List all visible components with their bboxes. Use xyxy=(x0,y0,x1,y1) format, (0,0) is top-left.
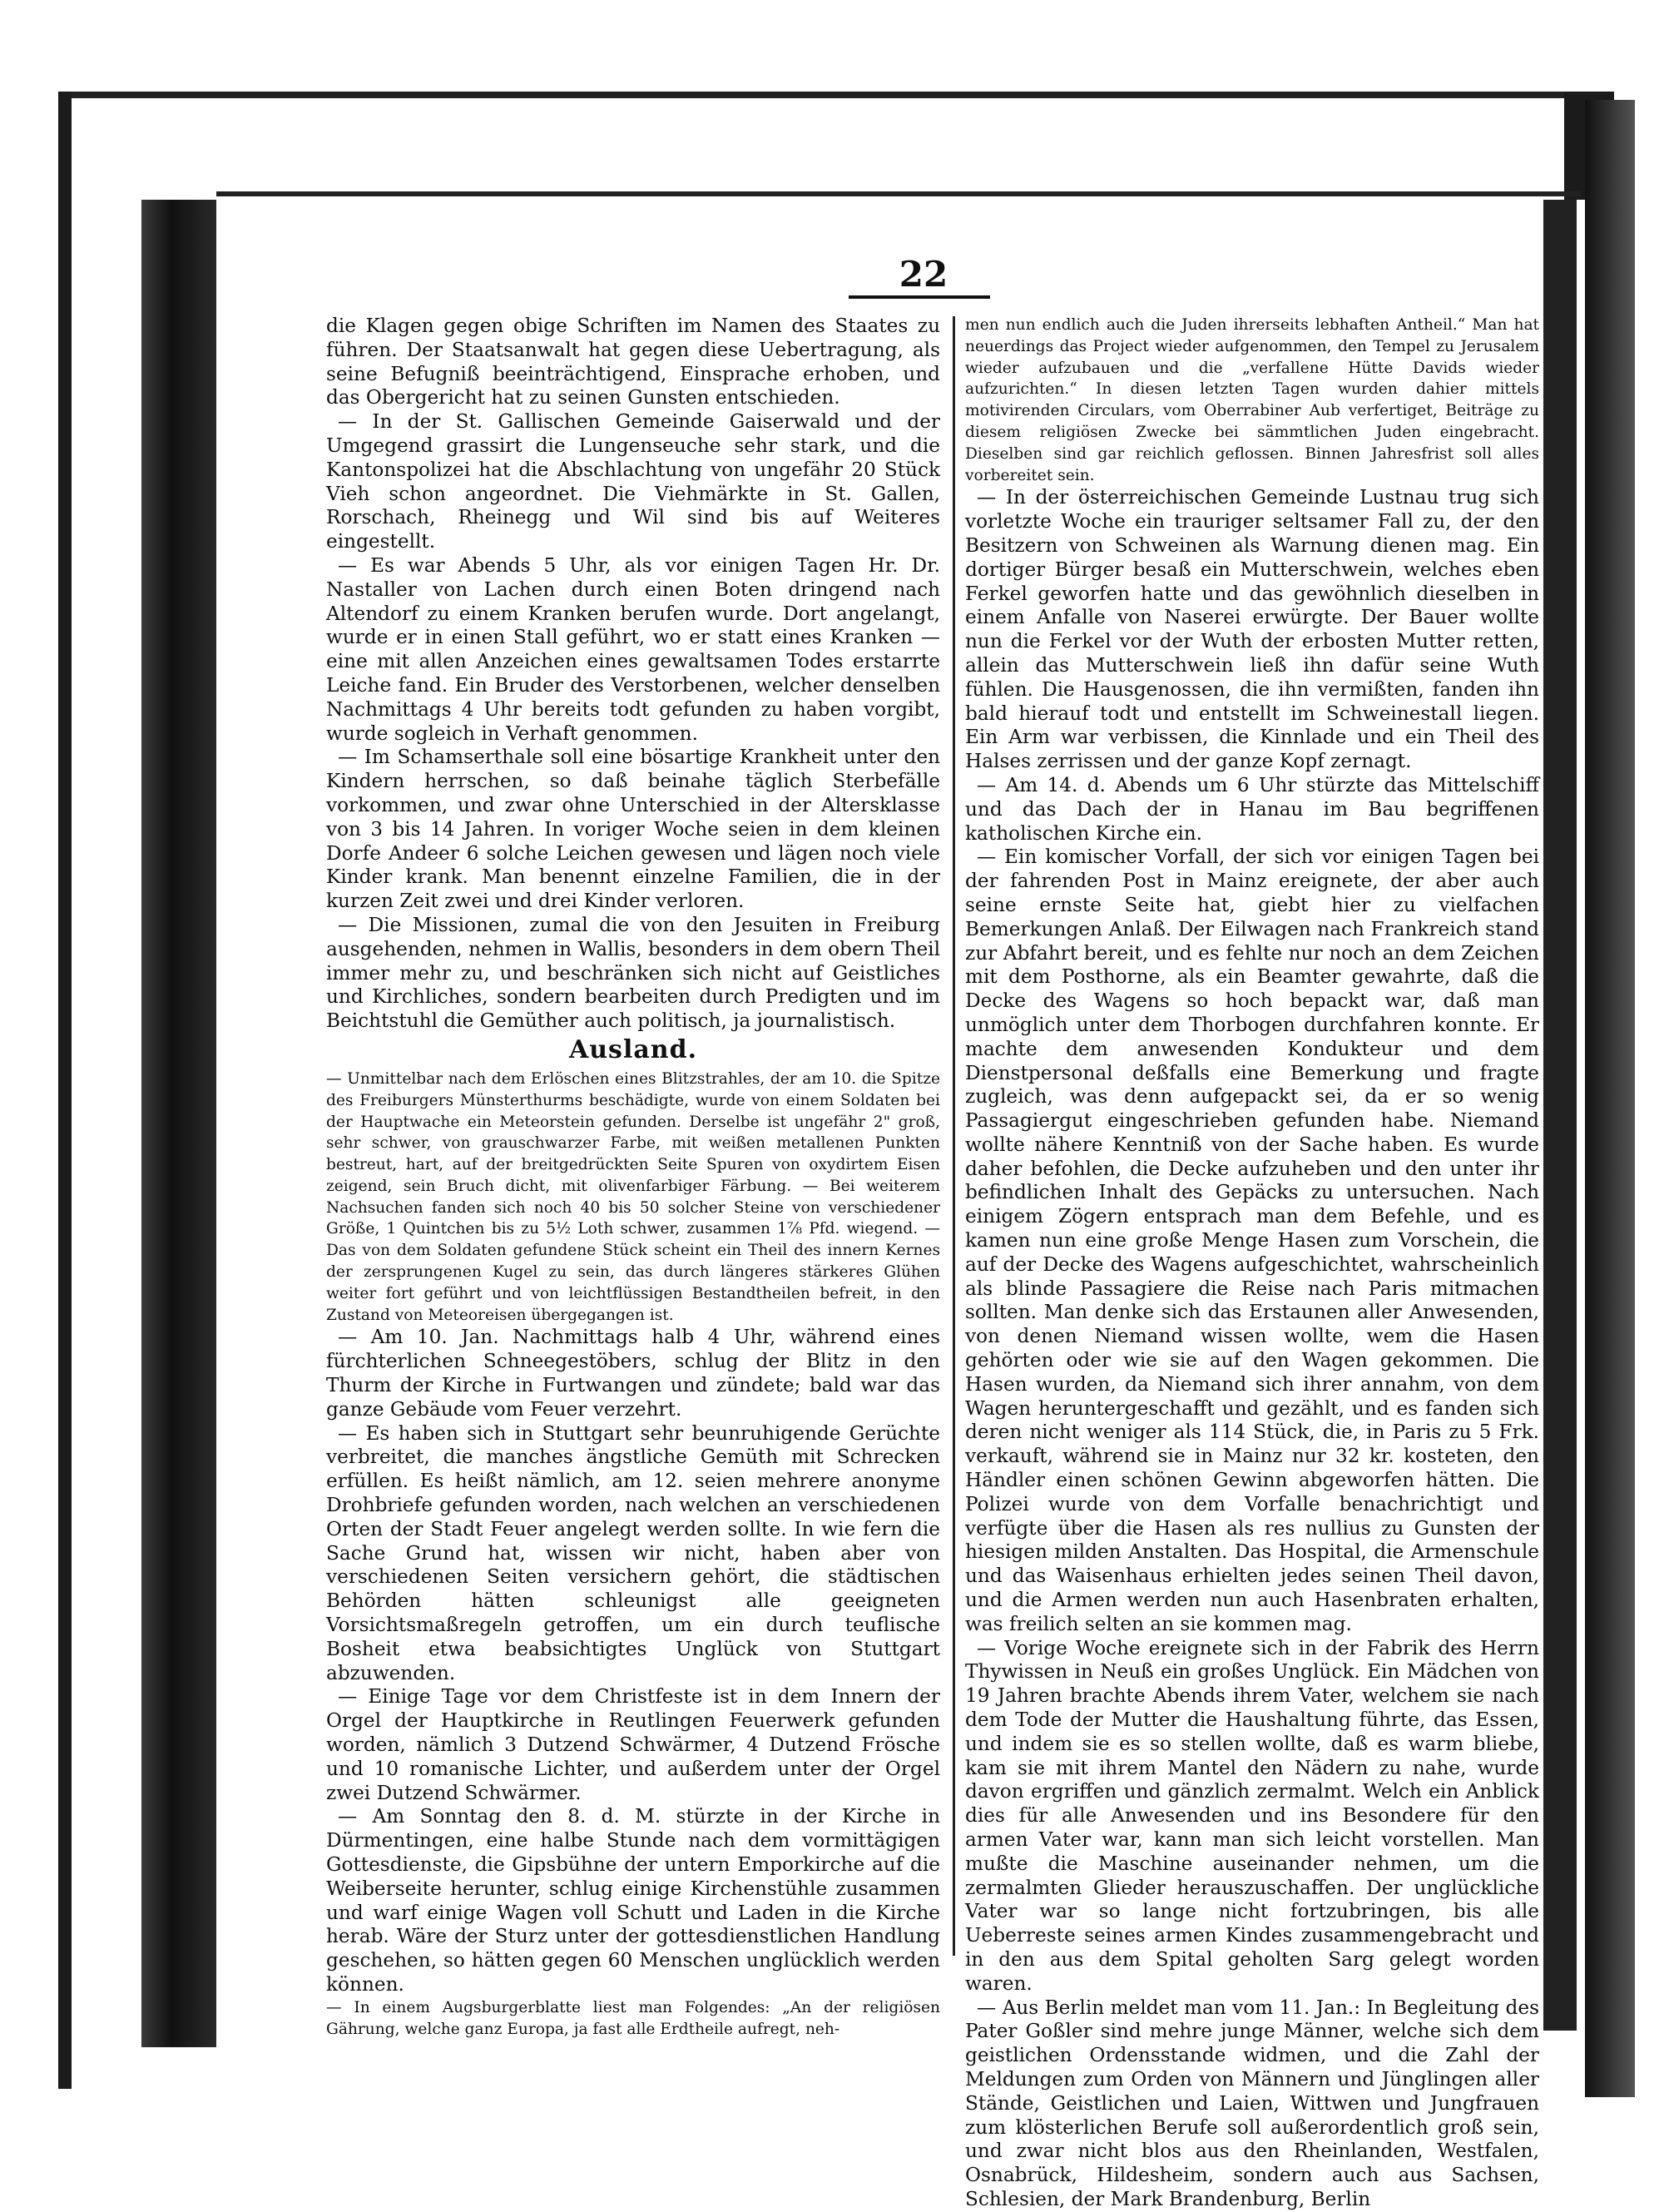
page-right-shadow xyxy=(1543,200,1577,2031)
article-paragraph: — Es haben sich in Stuttgart sehr beunruhigende Gerüchte verbreitet, die manches ängstliche Gemüth mit Schrecken erfüllen. Es heißt nämlich, am 12. seien mehrere anonyme Drohbriefe gefunden worden, nach welchen an verschiedenen Orten der Stadt Feuer angelegt werden sollte. In wie fern die Sache Grund hat, wissen wir nicht, haben aber von verschiedenen Seiten versichern gehört, die städtischen Behörden hätten schleunigst alle geeigneten Vorsichtsmaßregeln getroffen, um ein durch teuflische Bosheit etwa beabsichtigtes Unglück von Stuttgart abzuwenden. xyxy=(326,1421,940,1684)
book-spine-shadow xyxy=(141,200,216,2047)
left-column xyxy=(326,315,940,2040)
section-heading: Ausland. xyxy=(568,1034,698,1064)
article-paragraph: — Im Schamserthale soll eine bösartige Krankheit unter den Kindern herrschen, so daß beinahe täglich Sterbefälle vorkommen, und zwar ohne Unterschied in der Altersklasse von 3 bis 14 Jahren. In voriger Woche seien in dem kleinen Dorfe Andeer 6 solche Leichen gewesen und lägen noch viele Kinder krank. Man benennt einzelne Familien, die in der kurzen Zeit zwei und drei Kinder verloren. xyxy=(326,746,940,913)
article-paragraph: — Vorige Woche ereignete sich in der Fabrik des Herrn Thywissen in Neuß ein großes Unglück. Ein Mädchen von 19 Jahren brachte Abends ihrem Vater, welchem sie nach dem Tode der Mutter die Haushaltung führte, das Essen, und indem sie es so stellen wollte, daß es warm bliebe, kam sie mit ihrem Mantel den Nädern zu nahe, wurde davon ergriffen und gänzlich zermalmt. Welch ein Anblick dies für alle Anwesenden und ins Besondere für den armen Vater war, kann man sich leicht vorstellen. Man mußte die Maschine auseinander nehmen, um die zermalmten Glieder herauszuschaffen. Der unglückliche Vater war so lange nicht fortzubringen, bis alle Ueberreste seines armen Kindes zusammengebracht und in den aus dem Spital geholten Sarg gelegt worden waren. xyxy=(965,1636,1539,1995)
article-paragraph: — In der österreichischen Gemeinde Lustnau trug sich vorletzte Woche ein trauriger seltsamer Fall zu, der den Besitzern von Schweinen als Warnung dienen mag. Ein dortiger Bürger besaß ein Mutterschwein, welches eben Ferkel geworfen hatte und das gewöhnlich dieselben in einem Anfalle von Naserei erwürgte. Der Bauer wollte nun die Ferkel vor der Wuth der erbosten Mutter retten, allein das Mutterschwein ließ ihn dafür seine Wuth fühlen. Die Hausgenossen, die ihn vermißten, fanden ihn bald hierauf todt und entstellt im Schweinestall liegen. Ein Arm war verbissen, die Kinnlade und ein Theil des Halses zerrissen und der ganze Kopf zernagt. xyxy=(965,486,1539,773)
article-paragraph: die Klagen gegen obige Schriften im Namen des Staates zu führen. Der Staatsanwalt hat gegen diese Uebertragung, als seine Befugniß beeinträchtigend, Einsprache erhoben, und das Obergericht hat zu seinen Gunsten entschieden. xyxy=(326,315,940,409)
article-paragraph-small: men nun endlich auch die Juden ihrerseits lebhaften Antheil.“ Man hat neuerdings das Project wieder aufgenommen, den Tempel zu Jerusalem wieder aufzubauen und die „verfallene Hütte Davids wieder aufzurichten.“ In diesen letzten Tagen wurden dahier mittels motivirenden Circulars, vom Oberrabiner Aub verfertiget, Beiträge zu diesem religiösen Zwecke bei sämmtlichen Juden eingebracht. Dieselben sind gar reichlich geflossen. Binnen Jahresfrist soll alles vorbereitet sein. xyxy=(965,316,1539,484)
article-paragraph: — Ein komischer Vorfall, der sich vor einigen Tagen bei der fahrenden Post in Mainz ereignete, der aber auch seine ernste Seite hat, giebt hier zu vielfachen Bemerkungen Anlaß. Der Eilwagen nach Frankreich stand zur Abfahrt bereit, und es fehlte nur noch an dem Zeichen mit dem Posthorne, als ein Beamter gewahrte, daß die Decke des Wagens so hoch bepackt war, daß man unmöglich unter dem Thorbogen durchfahren konnte. Er machte dem anwesenden Kondukteur und dem Dienstpersonal deßfalls eine Bemerkung und fragte zugleich, was denn aufgepackt sei, da er so wenig Passagiergut eingeschrieben gefunden habe. Niemand wollte nähere Kenntniß von der Sache haben. Es wurde daher befohlen, die Decke aufzuheben und den unter ihr befindlichen Inhalt des Gepäcks zu untersuchen. Nach einigem Zögern entsprach man dem Befehle, und es kamen nun eine große Menge Hasen zum Vorschein, die auf der Decke des Wagens aufgeschichtet, wahrscheinlich als blinde Passagiere die Reise nach Paris mitmachen sollten. Man denke sich das Erstaunen aller Anwesenden, von denen Niemand wissen wollte, wem die Hasen gehörten oder wie sie auf den Wagen gekommen. Die Hasen wurden, da Niemand sich ihrer annahm, von dem Wagen heruntergeschafft und gezählt, und es fanden sich deren nicht weniger als 114 Stück, die, in Paris zu 5 Frk. verkauft, während sie in Mainz nur 32 kr. kosteten, den Händler einen schönen Gewinn abgeworfen hätten. Die Polizei wurde von dem Vorfalle benachrichtigt und verfügte über die Hasen als res nullius zu Gunsten der hiesigen milden Anstalten. Das Hospital, die Armenschule und das Waisenhaus erhielten jedes seinen Theil davon, und die Armen werden nun auch Hasenbraten erhalten, was freilich selten an sie kommen mag. xyxy=(965,846,1539,1635)
article-paragraph: — Es war Abends 5 Uhr, als vor einigen Tagen Hr. Dr. Nastaller von Lachen durch einen Boten dringend nach Altendorf zu einem Kranken berufen wurde. Dort angelangt, wurde er in einen Stall geführt, wo er statt eines Kranken — eine mit allen Anzeichen eines gewaltsamen Todes erstarrte Leiche fand. Ein Bruder des Verstorbenen, welcher denselben Nachmittags 4 Uhr bereits todt gefunden zu haben vorgibt, wurde sogleich in Verhaft genommen. xyxy=(326,553,940,745)
article-paragraph: — Aus Berlin meldet man vom 11. Jan.: In Begleitung des Pater Goßler sind mehre junge Männer, welche sich dem geistlichen Ordensstande widmen, und die Zahl der Meldungen zum Orden von Männern und Jünglingen aller Stände, Geistlichen und Laien, Wittwen und Jungfrauen zum klösterlichen Berufe soll außerordentlich groß sein, und zwar nicht blos aus den Rheinlanden, Westfalen, Osnabrück, Hildesheim, sondern auch aus Sachsen, Schlesien, der Mark Brandenburg, Berlin xyxy=(965,1996,1539,2210)
article-paragraph: — Am 14. d. Abends um 6 Uhr stürzte das Mittelschiff und das Dach der in Hanau im Bau begriffenen katholischen Kirche ein. xyxy=(965,773,1539,845)
article-paragraph: — Die Missionen, zumal die von den Jesuiten in Freiburg ausgehenden, nehmen in Wallis, besonders in dem obern Theil immer mehr zu, und beschränken sich nicht auf Geistliches und Kirchliches, sondern bearbeiten durch Predigten und im Beichtstuhl die Gemüther auch politisch, ja journalistisch. xyxy=(326,913,940,1033)
article-paragraph-small: — In einem Augsburgerblatte liest man Folgendes: „An der religiösen Gährung, welche ganz Europa, ja fast alle Erdtheile aufregt, neh- xyxy=(326,1998,940,2038)
column-divider xyxy=(953,316,955,1956)
article-paragraph: — Am 10. Jan. Nachmittags halb 4 Uhr, während eines fürchterlichen Schneegestöbers, schlug der Blitz in den Thurm der Kirche in Furtwangen und zündete; bald war das ganze Gebäude vom Feuer verzehrt. xyxy=(326,1326,940,1421)
article-paragraph-small: — Unmittelbar nach dem Erlöschen eines Blitzstrahles, der am 10. die Spitze des Freiburgers Münsterthurms beschädigte, wurde von einem Soldaten bei der Hauptwache ein Meteorstein gefunden. Derselbe ist ungefähr 2" groß, sehr schwer, von grauschwarzer Farbe, mit weißen metallenen Punkten bestreut, hart, auf der breitgedrückten Seite Spuren von oxydirtem Eisen zeigend, sein Bruch dicht, mit olivenfarbiger Färbung. — Bei weiterem Nachsuchen fanden sich noch 40 bis 50 solcher Steine von verschiedener Größe, 1 Quintchen bis zu 5½ Loth schwer, zusammen 1⅞ Pfd. wiegend. — Das von dem Soldaten gefundene Stück scheint ein Theil des innern Kernes der zersprungenen Kugel zu sein, das durch längeres stärkeres Glühen weiter fort geführt und von leichtflüssigen Bestandtheilen befreit, in den Zustand von Meteoreisen übergegangen ist. xyxy=(326,1069,940,1324)
scan-border-right xyxy=(1585,100,1635,2097)
article-paragraph: — Am Sonntag den 8. d. M. stürzte in der Kirche in Dürmentingen, eine halbe Stunde nach dem vormittägigen Gottesdienste, die Gipsbühne der untern Emporkirche auf die Weiberseite herunter, schlug einige Kirchenstühle zusammen und warf einige Wagen voll Schutt und Laden in die Kirche herab. Wäre der Sturz unter der gottesdienstlichen Handlung geschehen, so hätten gegen 60 Menschen unglücklich werden können. xyxy=(326,1805,940,1996)
page-top-edge xyxy=(216,191,1581,196)
page-number-rule xyxy=(849,295,990,299)
article-paragraph: — Einige Tage vor dem Christfeste ist in dem Innern der Orgel der Hauptkirche in Reutlingen Feuerwerk gefunden worden, nämlich 3 Dutzend Schwärmer, 4 Dutzend Frösche und 10 romanische Lichter, und außerdem unter der Orgel zwei Dutzend Schwärmer. xyxy=(326,1685,940,1804)
right-column xyxy=(965,315,1539,2212)
article-paragraph: — In der St. Gallischen Gemeinde Gaiserwald und der Umgegend grassirt die Lungenseuche sehr stark, und die Kantonspolizei hat die Abschlachtung von ungefähr 20 Stück Vieh schon angeordnet. Die Viehmärkte in St. Gallen, Rorschach, Rheinegg und Wil sind bis auf Weiteres eingestellt. xyxy=(326,410,940,553)
scan-border-top xyxy=(58,92,1589,98)
page-number: 22 xyxy=(899,254,948,295)
scan-border-left xyxy=(58,92,72,2089)
